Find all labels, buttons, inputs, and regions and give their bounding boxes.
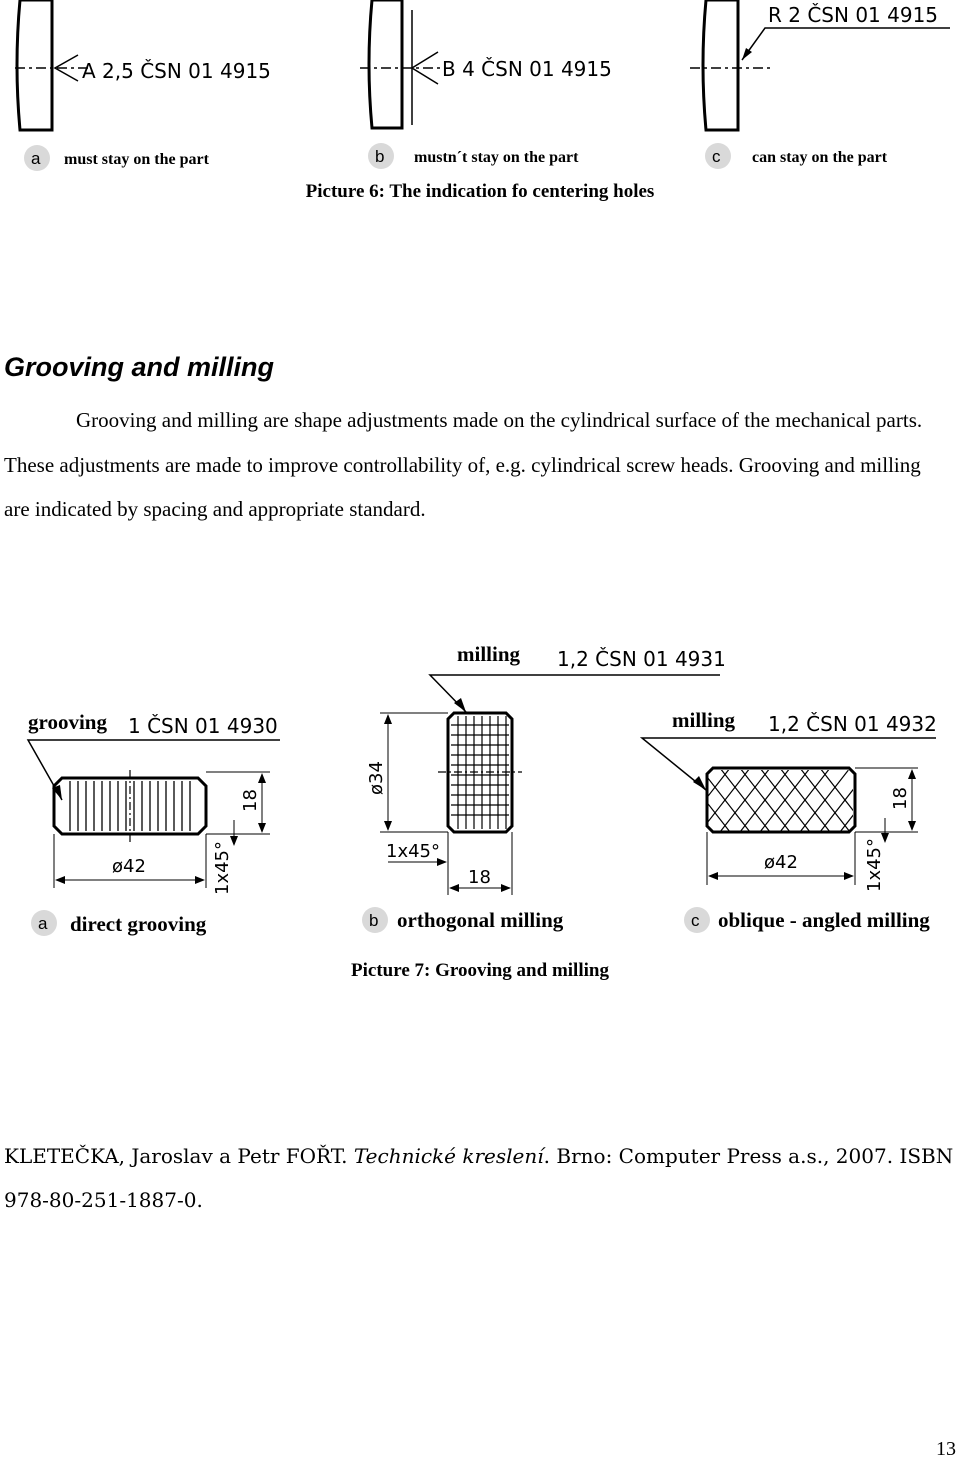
callout-grooving: grooving [28,710,107,734]
reference-title: Technické kreslení [353,1144,544,1168]
picture-6-caption: Picture 6: The indication fo centering holes [305,181,655,202]
svg-text:b: b [375,147,385,166]
annotation-c: R 2 ČSN 01 4915 [768,3,939,27]
grooving-a-drawing [28,710,280,895]
bibliography-reference [4,1134,960,1222]
label-b: mustn´t stay on the part [414,149,579,166]
annotation-b: B 4 ČSN 01 4915 [442,57,612,81]
badge-7b [362,907,388,933]
milling-b-drawing [366,642,726,895]
reference-rest: . Brno: Computer Press a.s., 2007. ISBN 978-80-251-1887-0. [4,1144,954,1212]
dim-diameter-b: ø34 [366,761,387,795]
badge-7c [684,907,710,933]
badge-7a [31,910,57,936]
dim-chamfer-c: 1x45° [864,837,885,892]
dim-diameter-a: ø42 [112,856,146,877]
svg-text:c: c [712,147,721,166]
dim-chamfer-a: 1x45° [212,840,233,895]
dim-width-b: 18 [468,867,491,888]
standard-c: 1,2 ČSN 01 4932 [768,712,937,736]
standard-a: 1 ČSN 01 4930 [128,714,278,738]
svg-text:c: c [691,911,700,930]
svg-text:a: a [31,149,41,168]
paragraph-text: Grooving and milling are shape adjustments made on the cylindrical surface of the mechanical parts. These adjustments are made to improve controllability of, e.g. cylindrical screw heads. Grooving and milling are indicated by spacing and appropriate standard. [4,408,923,521]
section-heading: Grooving and milling [4,352,274,382]
milling-c-drawing [642,708,937,892]
annotation-a: A 2,5 ČSN 01 4915 [82,59,271,83]
page-number: 13 [936,1438,956,1460]
reference-authors: KLETEČKA, Jaroslav a Petr FOŘT. [4,1144,354,1168]
dim-height-a: 18 [240,789,261,812]
label-7a: direct grooving [70,912,207,936]
dim-diameter-c: ø42 [764,852,798,873]
dim-chamfer-b: 1x45° [386,841,441,862]
label-a: must stay on the part [64,151,209,168]
standard-b: 1,2 ČSN 01 4931 [557,647,726,671]
svg-text:a: a [38,914,48,933]
picture-7-caption: Picture 7: Grooving and milling [351,960,609,981]
dim-height-c: 18 [890,787,911,810]
svg-text:b: b [369,911,379,930]
callout-milling-c: milling [672,708,736,732]
callout-milling-b: milling [457,642,521,666]
label-7b: orthogonal milling [397,908,564,932]
label-c: can stay on the part [752,149,888,166]
label-7c: oblique - angled milling [718,908,930,932]
